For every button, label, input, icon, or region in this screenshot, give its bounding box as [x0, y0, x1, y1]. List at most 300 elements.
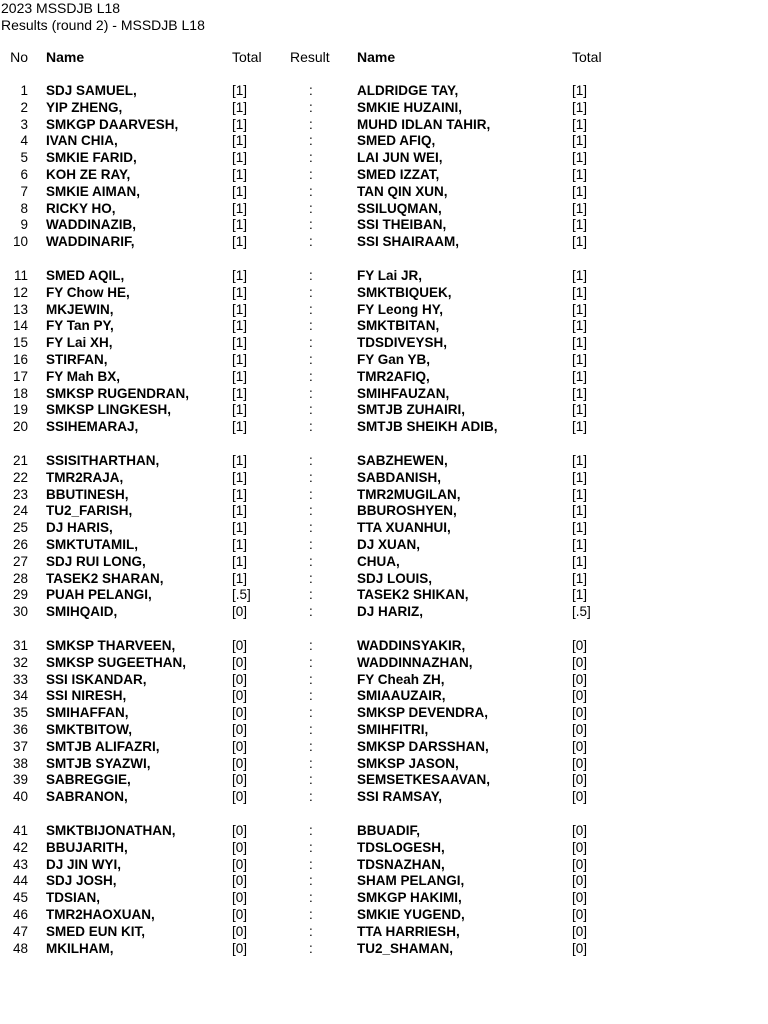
black-player-total: [1] — [572, 200, 588, 216]
white-player-name: MKILHAM, — [46, 940, 114, 956]
white-player-total: [1] — [232, 570, 248, 586]
table-row — [0, 216, 768, 233]
table-row — [0, 385, 768, 402]
black-player-name: SMKTBITAN, — [357, 318, 440, 334]
table-row — [0, 755, 768, 772]
board-number: 25 — [12, 520, 28, 536]
black-player-total: [0] — [572, 873, 588, 889]
result-separator: : — [309, 284, 313, 300]
white-player-total: [0] — [232, 873, 248, 889]
black-player-total: [0] — [572, 907, 588, 922]
result-separator: : — [309, 940, 313, 956]
black-player-name: FY Lai JR, — [357, 268, 423, 283]
white-player-total: [0] — [232, 839, 248, 855]
white-player-name: IVAN CHIA, — [46, 133, 118, 149]
result-separator: : — [309, 503, 313, 519]
black-player-total: [0] — [572, 789, 588, 805]
board-number: 36 — [12, 722, 28, 737]
black-player-total: [1] — [572, 318, 588, 334]
white-player-name: TDSIAN, — [46, 890, 100, 906]
board-number: 47 — [12, 923, 28, 939]
white-player-name: SMIHQAID, — [46, 604, 118, 620]
table-row — [0, 570, 768, 587]
white-player-total: [0] — [232, 823, 248, 838]
table-row — [0, 116, 768, 133]
black-player-total: [1] — [572, 453, 588, 468]
black-player-total: [1] — [572, 268, 588, 283]
white-player-total: [0] — [232, 654, 248, 670]
white-player-name: SDJ JOSH, — [46, 873, 117, 889]
white-player-name: WADDINARIF, — [46, 234, 135, 250]
white-player-total: [1] — [232, 234, 248, 250]
black-player-name: SMKSP DEVENDRA, — [357, 705, 489, 721]
white-player-total: [1] — [232, 385, 248, 401]
board-number: 5 — [20, 150, 28, 166]
board-number: 13 — [12, 301, 28, 317]
col-name2-header: Name — [357, 49, 396, 65]
table-row — [0, 284, 768, 301]
result-separator: : — [309, 200, 313, 216]
black-player-name: TASEK2 SHIKAN, — [357, 587, 469, 603]
table-row — [0, 166, 768, 183]
white-player-total: [0] — [232, 890, 248, 906]
black-player-name: LAI JUN WEI, — [357, 150, 443, 166]
board-number: 29 — [12, 587, 28, 603]
white-player-name: SSISITHARTHAN, — [46, 453, 160, 468]
black-player-name: TTA HARRIESH, — [357, 923, 460, 939]
result-separator: : — [309, 520, 313, 536]
white-player-name: DJ JIN WYI, — [46, 856, 122, 872]
white-player-name: FY Tan PY, — [46, 318, 114, 334]
table-row — [0, 368, 768, 385]
white-player-name: FY Chow HE, — [46, 284, 130, 300]
black-player-name: SMKGP HAKIMI, — [357, 890, 462, 906]
black-player-total: [1] — [572, 234, 588, 250]
white-player-name: SSI ISKANDAR, — [46, 671, 147, 687]
black-player-total: [1] — [572, 402, 588, 418]
table-row — [0, 856, 768, 873]
white-player-total: [1] — [232, 402, 248, 418]
table-row — [0, 586, 768, 603]
board-number: 1 — [20, 83, 28, 98]
black-player-name: SMED AFIQ, — [357, 133, 436, 149]
white-player-total: [1] — [232, 553, 248, 569]
table-row — [0, 334, 768, 351]
result-separator: : — [309, 722, 313, 737]
result-separator: : — [309, 553, 313, 569]
result-separator: : — [309, 638, 313, 653]
black-player-name: SSI SHAIRAAM, — [357, 234, 460, 250]
result-separator: : — [309, 469, 313, 485]
white-player-total: [0] — [232, 772, 248, 788]
black-player-total: [0] — [572, 823, 588, 838]
black-player-name: BBUADIF, — [357, 823, 420, 838]
result-separator: : — [309, 873, 313, 889]
black-player-total: [0] — [572, 705, 588, 721]
white-player-total: [0] — [232, 940, 248, 956]
result-separator: : — [309, 402, 313, 418]
board-number: 43 — [12, 856, 28, 872]
table-row — [0, 889, 768, 906]
black-player-total: [1] — [572, 217, 588, 233]
result-separator: : — [309, 688, 313, 704]
white-player-total: [1] — [232, 284, 248, 300]
white-player-name: SMKSP SUGEETHAN, — [46, 654, 187, 670]
black-player-total: [1] — [572, 301, 588, 317]
black-player-total: [.5] — [572, 604, 591, 620]
table-row — [0, 149, 768, 166]
board-number: 10 — [12, 234, 28, 250]
board-number: 39 — [12, 772, 28, 788]
black-player-name: SHAM PELANGI, — [357, 873, 465, 889]
table-row — [0, 822, 768, 839]
black-player-total: [1] — [572, 167, 588, 182]
board-number: 2 — [20, 99, 28, 115]
white-player-total: [0] — [232, 856, 248, 872]
result-separator: : — [309, 234, 313, 250]
black-player-name: DJ XUAN, — [357, 537, 421, 552]
board-number: 37 — [12, 738, 28, 754]
white-player-total: [1] — [232, 217, 248, 233]
board-number: 31 — [12, 638, 28, 653]
result-separator: : — [309, 923, 313, 939]
result-separator: : — [309, 167, 313, 182]
white-player-name: SSIHEMARAJ, — [46, 419, 139, 435]
board-number: 6 — [20, 167, 28, 182]
white-player-total: [.5] — [232, 587, 251, 603]
white-player-name: TASEK2 SHARAN, — [46, 570, 164, 586]
white-player-total: [0] — [232, 738, 248, 754]
board-number: 33 — [12, 671, 28, 687]
table-row — [0, 923, 768, 940]
white-player-name: SMKSP RUGENDRAN, — [46, 385, 190, 401]
black-player-name: FY Gan YB, — [357, 352, 431, 367]
white-player-name: SDJ SAMUEL, — [46, 83, 137, 98]
result-separator: : — [309, 907, 313, 922]
board-number: 34 — [12, 688, 28, 704]
result-separator: : — [309, 116, 313, 132]
black-player-total: [1] — [572, 587, 588, 603]
white-player-name: KOH ZE RAY, — [46, 167, 131, 182]
white-player-name: SMED AQIL, — [46, 268, 125, 283]
white-player-name: SDJ RUI LONG, — [46, 553, 146, 569]
board-number: 28 — [12, 570, 28, 586]
table-row — [0, 654, 768, 671]
black-player-total: [1] — [572, 335, 588, 351]
white-player-total: [1] — [232, 469, 248, 485]
table-row — [0, 553, 768, 570]
black-player-name: SSI RAMSAY, — [357, 789, 443, 805]
board-number: 41 — [12, 823, 28, 838]
white-player-total: [0] — [232, 907, 248, 922]
result-separator: : — [309, 368, 313, 384]
table-row — [0, 317, 768, 334]
white-player-total: [0] — [232, 755, 248, 771]
board-number: 18 — [12, 385, 28, 401]
white-player-total: [1] — [232, 520, 248, 536]
result-separator: : — [309, 755, 313, 771]
table-row — [0, 687, 768, 704]
table-row — [0, 671, 768, 688]
table-row — [0, 906, 768, 923]
black-player-name: DJ HARIZ, — [357, 604, 424, 620]
white-player-name: SMKTBIJONATHAN, — [46, 823, 176, 838]
result-separator: : — [309, 587, 313, 603]
white-player-total: [1] — [232, 83, 248, 98]
results-subtitle: Results (round 2) - MSSDJB L18 — [1, 17, 205, 33]
board-number: 40 — [12, 789, 28, 805]
board-number: 20 — [12, 419, 28, 435]
black-player-total: [1] — [572, 503, 588, 519]
black-player-total: [0] — [572, 638, 588, 653]
black-player-name: CHUA, — [357, 553, 400, 569]
table-row — [0, 788, 768, 805]
table-row — [0, 771, 768, 788]
board-number: 7 — [20, 183, 28, 199]
black-player-total: [0] — [572, 890, 588, 906]
event-title: 2023 MSSDJB L18 — [1, 0, 121, 16]
result-separator: : — [309, 789, 313, 805]
table-row — [0, 301, 768, 318]
white-player-name: FY Lai XH, — [46, 335, 113, 351]
white-player-total: [1] — [232, 99, 248, 115]
black-player-total: [0] — [572, 856, 588, 872]
board-number: 44 — [12, 873, 28, 889]
table-row — [0, 132, 768, 149]
white-player-total: [1] — [232, 368, 248, 384]
white-player-name: SABREGGIE, — [46, 772, 131, 788]
result-separator: : — [309, 217, 313, 233]
black-player-name: TAN QIN XUN, — [357, 183, 448, 199]
black-player-total: [0] — [572, 722, 588, 737]
table-row — [0, 469, 768, 486]
table-row — [0, 183, 768, 200]
white-player-name: YIP ZHENG, — [46, 99, 123, 115]
white-player-name: SMTJB SYAZWI, — [46, 755, 151, 771]
result-separator: : — [309, 301, 313, 317]
black-player-total: [1] — [572, 133, 588, 149]
white-player-total: [0] — [232, 789, 248, 805]
result-separator: : — [309, 453, 313, 468]
black-player-total: [1] — [572, 352, 588, 367]
result-separator: : — [309, 537, 313, 552]
white-player-total: [1] — [232, 150, 248, 166]
board-number: 23 — [12, 486, 28, 502]
white-player-total: [1] — [232, 183, 248, 199]
black-player-total: [1] — [572, 570, 588, 586]
black-player-name: MUHD IDLAN TAHIR, — [357, 116, 491, 132]
black-player-total: [1] — [572, 419, 588, 435]
black-player-name: SMIAAUZAIR, — [357, 688, 446, 704]
black-player-name: SMKSP DARSSHAN, — [357, 738, 489, 754]
result-separator: : — [309, 772, 313, 788]
white-player-total: [0] — [232, 604, 248, 620]
col-total-header: Total — [232, 49, 262, 65]
black-player-total: [1] — [572, 83, 588, 98]
board-number: 46 — [12, 907, 28, 922]
result-separator: : — [309, 183, 313, 199]
black-player-total: [1] — [572, 520, 588, 536]
board-number: 19 — [12, 402, 28, 418]
col-total2-header: Total — [572, 49, 602, 65]
table-row — [0, 486, 768, 503]
white-player-total: [1] — [232, 453, 248, 468]
white-player-name: SMKSP LINGKESH, — [46, 402, 172, 418]
white-player-total: [0] — [232, 638, 248, 653]
black-player-name: SABZHEWEN, — [357, 453, 448, 468]
white-player-name: MKJEWIN, — [46, 301, 114, 317]
table-row — [0, 267, 768, 284]
white-player-total: [1] — [232, 537, 248, 552]
black-player-total: [1] — [572, 99, 588, 115]
black-player-total: [0] — [572, 654, 588, 670]
table-row — [0, 452, 768, 469]
black-player-name: SMIHFAUZAN, — [357, 385, 450, 401]
table-row — [0, 82, 768, 99]
board-number: 35 — [12, 705, 28, 721]
black-player-name: SMKIE YUGEND, — [357, 907, 465, 922]
table-row — [0, 351, 768, 368]
black-player-name: TU2_SHAMAN, — [357, 940, 454, 956]
white-player-name: SMKTBITOW, — [46, 722, 132, 737]
black-player-total: [0] — [572, 738, 588, 754]
black-player-name: TMR2AFIQ, — [357, 368, 430, 384]
black-player-total: [1] — [572, 469, 588, 485]
white-player-name: SMKIE AIMAN, — [46, 183, 140, 199]
white-player-name: SMIHAFFAN, — [46, 705, 129, 721]
black-player-name: SMTJB SHEIKH ADIB, — [357, 419, 498, 435]
col-name-header: Name — [46, 49, 85, 65]
board-number: 15 — [12, 335, 28, 351]
white-player-total: [1] — [232, 352, 248, 367]
black-player-name: ALDRIDGE TAY, — [357, 83, 459, 98]
white-player-total: [1] — [232, 301, 248, 317]
board-number: 8 — [20, 200, 28, 216]
black-player-total: [1] — [572, 553, 588, 569]
white-player-name: SMKTUTAMIL, — [46, 537, 138, 552]
black-player-total: [1] — [572, 537, 588, 552]
white-player-name: BBUTINESH, — [46, 486, 129, 502]
board-number: 42 — [12, 839, 28, 855]
board-number: 26 — [12, 537, 28, 552]
black-player-total: [1] — [572, 486, 588, 502]
white-player-total: [1] — [232, 200, 248, 216]
result-separator: : — [309, 419, 313, 435]
white-player-name: PUAH PELANGI, — [46, 587, 152, 603]
white-player-name: TMR2RAJA, — [46, 469, 124, 485]
white-player-total: [1] — [232, 335, 248, 351]
result-separator: : — [309, 335, 313, 351]
black-player-total: [1] — [572, 183, 588, 199]
board-number: 17 — [12, 368, 28, 384]
black-player-total: [0] — [572, 755, 588, 771]
white-player-total: [1] — [232, 503, 248, 519]
black-player-name: SMED IZZAT, — [357, 167, 440, 182]
result-separator: : — [309, 570, 313, 586]
white-player-total: [1] — [232, 486, 248, 502]
table-row — [0, 872, 768, 889]
board-number: 12 — [12, 284, 28, 300]
board-number: 11 — [13, 268, 28, 283]
result-separator: : — [309, 604, 313, 620]
board-number: 30 — [12, 604, 28, 620]
result-separator: : — [309, 705, 313, 721]
table-row — [0, 637, 768, 654]
white-player-total: [1] — [232, 268, 248, 283]
table-row — [0, 704, 768, 721]
black-player-name: WADDINNAZHAN, — [357, 654, 473, 670]
white-player-name: RICKY HO, — [46, 200, 116, 216]
black-player-total: [0] — [572, 940, 588, 956]
black-player-name: SMKTBIQUEK, — [357, 284, 452, 300]
white-player-total: [1] — [232, 419, 248, 435]
result-separator: : — [309, 839, 313, 855]
white-player-name: SABRANON, — [46, 789, 128, 805]
result-separator: : — [309, 890, 313, 906]
board-number: 38 — [12, 755, 28, 771]
result-separator: : — [309, 385, 313, 401]
white-player-name: SMKGP DAARVESH, — [46, 116, 179, 132]
result-separator: : — [309, 150, 313, 166]
result-separator: : — [309, 268, 313, 283]
result-separator: : — [309, 133, 313, 149]
white-player-name: TU2_FARISH, — [46, 503, 133, 519]
black-player-name: FY Cheah ZH, — [357, 671, 445, 687]
white-player-name: FY Mah BX, — [46, 368, 121, 384]
black-player-total: [1] — [572, 368, 588, 384]
black-player-name: SMKIE HUZAINI, — [357, 99, 463, 115]
black-player-name: TMR2MUGILAN, — [357, 486, 461, 502]
result-separator: : — [309, 318, 313, 334]
black-player-total: [1] — [572, 116, 588, 132]
board-number: 16 — [12, 352, 28, 367]
table-row — [0, 839, 768, 856]
result-separator: : — [309, 823, 313, 838]
white-player-name: DJ HARIS, — [46, 520, 113, 536]
white-player-name: STIRFAN, — [46, 352, 108, 367]
col-no-header: No — [10, 49, 28, 65]
black-player-total: [0] — [572, 839, 588, 855]
black-player-name: TDSDIVEYSH, — [357, 335, 448, 351]
black-player-name: FY Leong HY, — [357, 301, 444, 317]
result-separator: : — [309, 352, 313, 367]
board-number: 4 — [20, 133, 28, 149]
white-player-name: BBUJARITH, — [46, 839, 128, 855]
black-player-name: SSILUQMAN, — [357, 200, 442, 216]
board-number: 24 — [12, 503, 28, 519]
white-player-total: [0] — [232, 705, 248, 721]
black-player-total: [0] — [572, 671, 588, 687]
white-player-total: [0] — [232, 923, 248, 939]
board-number: 45 — [12, 890, 28, 906]
white-player-total: [0] — [232, 671, 248, 687]
result-separator: : — [309, 738, 313, 754]
black-player-total: [1] — [572, 385, 588, 401]
white-player-name: SSI NIRESH, — [46, 688, 127, 704]
table-row — [0, 502, 768, 519]
result-separator: : — [309, 671, 313, 687]
white-player-total: [1] — [232, 116, 248, 132]
white-player-name: SMED EUN KIT, — [46, 923, 146, 939]
board-number: 22 — [12, 469, 28, 485]
table-row — [0, 99, 768, 116]
black-player-name: SEMSETKESAAVAN, — [357, 772, 491, 788]
black-player-name: SSI THEIBAN, — [357, 217, 447, 233]
black-player-total: [0] — [572, 772, 588, 788]
board-number: 3 — [20, 116, 28, 132]
white-player-total: [0] — [232, 688, 248, 704]
table-row — [0, 519, 768, 536]
